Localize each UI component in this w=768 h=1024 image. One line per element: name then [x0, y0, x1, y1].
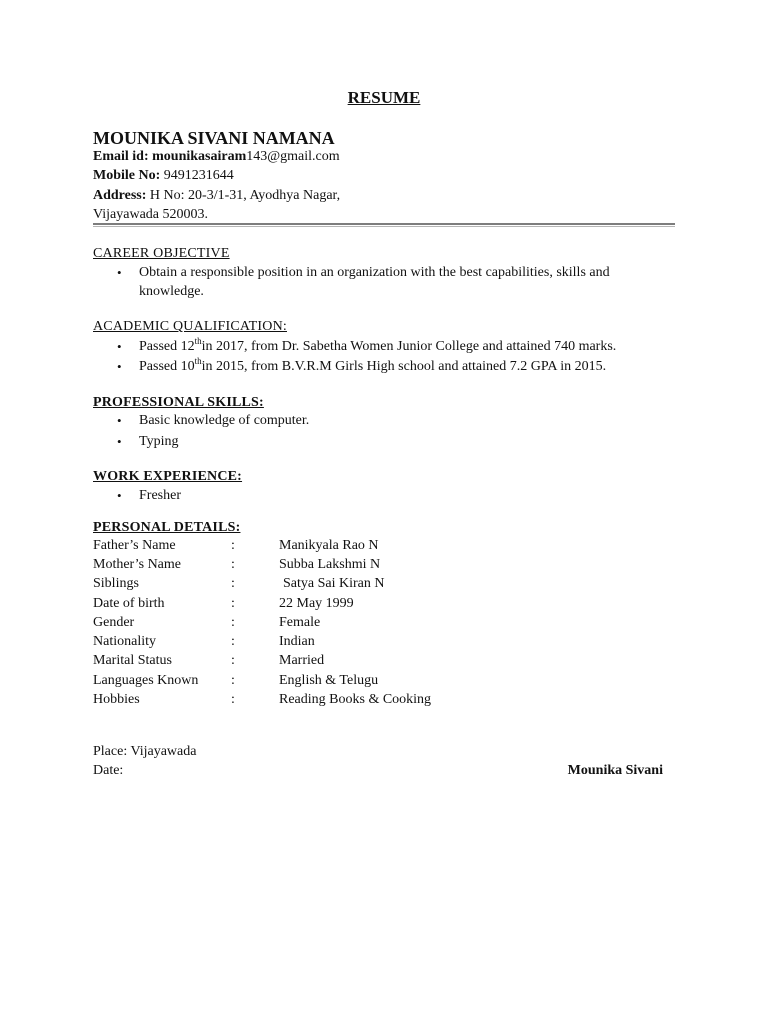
- detail-separator: :: [231, 634, 235, 649]
- detail-separator: :: [231, 692, 235, 707]
- detail-value: Married: [279, 653, 325, 668]
- detail-label: Mother’s Name: [93, 557, 181, 572]
- detail-label: Hobbies: [93, 692, 140, 707]
- academic-heading: ACADEMIC QUALIFICATION:: [93, 319, 287, 334]
- signature-name: Mounika Sivani: [567, 763, 663, 778]
- detail-value: 22 May 1999: [279, 596, 354, 611]
- detail-value: Reading Books & Cooking: [279, 692, 432, 707]
- detail-separator: :: [231, 576, 235, 591]
- detail-value: English & Telugu: [279, 673, 379, 688]
- personal-details-heading: PERSONAL DETAILS:: [93, 520, 241, 535]
- detail-label: Gender: [93, 615, 135, 630]
- address-line1: H No: 20-3/1-31, Ayodhya Nagar,: [149, 188, 341, 203]
- detail-value: Female: [279, 615, 321, 630]
- detail-separator: :: [231, 538, 235, 553]
- bullet-icon: •: [117, 359, 122, 374]
- bullet-icon: •: [117, 413, 122, 428]
- detail-separator: :: [231, 615, 235, 630]
- academic-item: [139, 336, 617, 355]
- detail-value: Subba Lakshmi N: [279, 557, 381, 572]
- academic-item-text: in 2015, from B.V.R.M Girls High school and attained 7.2 GPA in 2015.: [201, 359, 607, 374]
- detail-value: Satya Sai Kiran N: [283, 576, 385, 591]
- detail-label: Siblings: [93, 576, 139, 591]
- academic-item-sup: th: [194, 356, 202, 366]
- skill-item: Basic knowledge of computer.: [139, 413, 310, 428]
- detail-value: Manikyala Rao N: [279, 538, 379, 553]
- detail-label: Date of birth: [93, 596, 165, 611]
- career-objective-heading: CAREER OBJECTIVE: [93, 246, 230, 261]
- email-label: Email id:: [93, 149, 149, 164]
- header-divider-shadow: [93, 226, 675, 227]
- academic-item: [139, 356, 607, 375]
- header-divider: [93, 223, 675, 225]
- academic-item-text: Passed 10: [139, 359, 195, 374]
- detail-separator: :: [231, 653, 235, 668]
- bullet-icon: •: [117, 434, 122, 449]
- mobile-label: Mobile No:: [93, 168, 161, 183]
- detail-value: Indian: [279, 634, 315, 649]
- detail-separator: :: [231, 673, 235, 688]
- skill-item: Typing: [139, 434, 179, 449]
- professional-skills-heading: PROFESSIONAL SKILLS:: [93, 395, 264, 410]
- address-line2: Vijayawada 520003.: [93, 207, 209, 222]
- email-user: mounikasairam: [152, 149, 247, 164]
- bullet-icon: •: [117, 488, 122, 503]
- detail-separator: :: [231, 557, 235, 572]
- detail-label: Languages Known: [93, 673, 199, 688]
- work-experience-heading: WORK EXPERIENCE:: [93, 469, 243, 484]
- candidate-name: MOUNIKA SIVANI NAMANA: [93, 128, 335, 148]
- detail-label: Nationality: [93, 634, 156, 649]
- career-objective-line1: Obtain a responsible position in an organization with the best capabilities, skills and: [139, 265, 610, 280]
- address-line: [93, 188, 340, 204]
- academic-item-text: in 2017, from Dr. Sabetha Women Junior College and attained 740 marks.: [201, 339, 617, 354]
- career-objective-line2: knowledge.: [139, 284, 204, 299]
- mobile-value: 9491231644: [163, 168, 234, 183]
- detail-label: Father’s Name: [93, 538, 176, 553]
- detail-separator: :: [231, 596, 235, 611]
- email-line: [93, 149, 340, 165]
- bullet-icon: •: [117, 339, 122, 354]
- date-line: Date:: [93, 763, 124, 778]
- address-label: Address:: [93, 188, 147, 203]
- mobile-line: [93, 168, 234, 184]
- detail-label: Marital Status: [93, 653, 172, 668]
- email-rest: 143@gmail.com: [246, 149, 340, 164]
- academic-item-sup: th: [194, 336, 202, 346]
- resume-title: RESUME: [347, 88, 421, 107]
- work-item: Fresher: [139, 488, 181, 503]
- academic-item-text: Passed 12: [139, 339, 195, 354]
- bullet-icon: •: [117, 265, 122, 280]
- place-line: Place: Vijayawada: [93, 744, 197, 759]
